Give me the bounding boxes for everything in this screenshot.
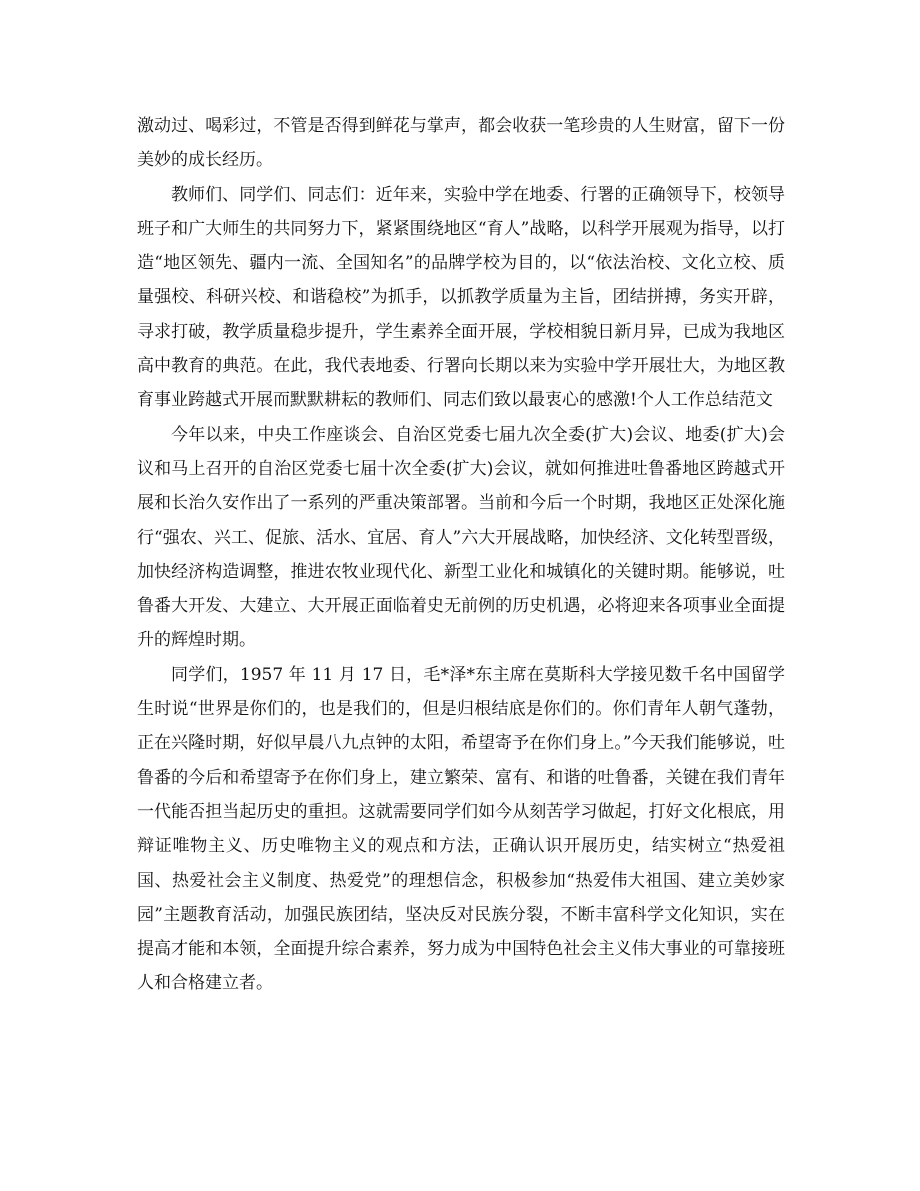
paragraph-continuation: 激动过、喝彩过，不管是否得到鲜花与掌声，都会收获一笔珍贵的人生财富，留下一份美妙的成长经历。 <box>137 116 785 171</box>
paragraph-regional-strategy: 今年以来，中央工作座谈会、自治区党委七届九次全委(扩大)会议、地委(扩大)会议和马上召开的自治区党委七届十次全委(扩大)会议，就如何推进吐鲁番地区跨越式开展和长治久安作出了一系列的严重决策部署。当前和今后一个时期，我地区正处深化施行“强农、兴工、促旅、活水、宜居、育人”六大开展战略，加快经济、文化转型晋级，加快经济构造调整，推进农牧业现代化、新型工业化和城镇化的关键时期。能够说，吐鲁番大开发、大建立、大开展正面临着史无前例的历史机遇，必将迎来各项事业全面提升的辉煌时期。 <box>137 424 785 651</box>
document-body <box>137 109 785 1001</box>
paragraph-students-mission: 同学们，1957 年 11 月 17 日，毛*泽*东主席在莫斯科大学接见数千名中国留学生时说“世界是你们的，也是我们的，但是归根结底是你们的。你们青年人朝气蓬勃，正在兴隆时期，好似早晨八九点钟的太阳，希望寄予在你们身上。”今天我们能够说，吐鲁番的今后和希望寄予在你们身上，建立繁荣、富有、和谐的吐鲁番，关键在我们青年一代能否担当起历史的重担。这就需要同学们如今从刻苦学习做起，打好文化根底，用辩证唯物主义、历史唯物主义的观点和方法，正确认识开展历史，结实树立“热爱祖国、热爱社会主义制度、热爱党”的理想信念，积极参加“热爱伟大祖国、建立美妙家园”主题教育活动，加强民族团结，坚决反对民族分裂，不断丰富科学文化知识，实在提高才能和本领，全面提升综合素养，努力成为中国特色社会主义伟大事业的可靠接班人和合格建立者。 <box>137 664 785 994</box>
paragraph-greeting-thanks: 教师们、同学们、同志们：近年来，实验中学在地委、行署的正确领导下，校领导班子和广大师生的共同努力下，紧紧围绕地区“育人”战略，以科学开展观为指导，以打造“地区领先、疆内一流、全国知名”的品牌学校为目的，以“依法治校、文化立校、质量强校、科研兴校、和谐稳校”为抓手，以抓教学质量为主旨，团结拼搏，务实开辟，寻求打破，教学质量稳步提升，学生素养全面开展，学校相貌日新月异，已成为我地区高中教育的典范。在此，我代表地委、行署向长期以来为实验中学开展壮大，为地区教育事业跨越式开展而默默耕耘的教师们、同志们致以最衷心的感激!个人工作总结范文 <box>137 184 785 411</box>
